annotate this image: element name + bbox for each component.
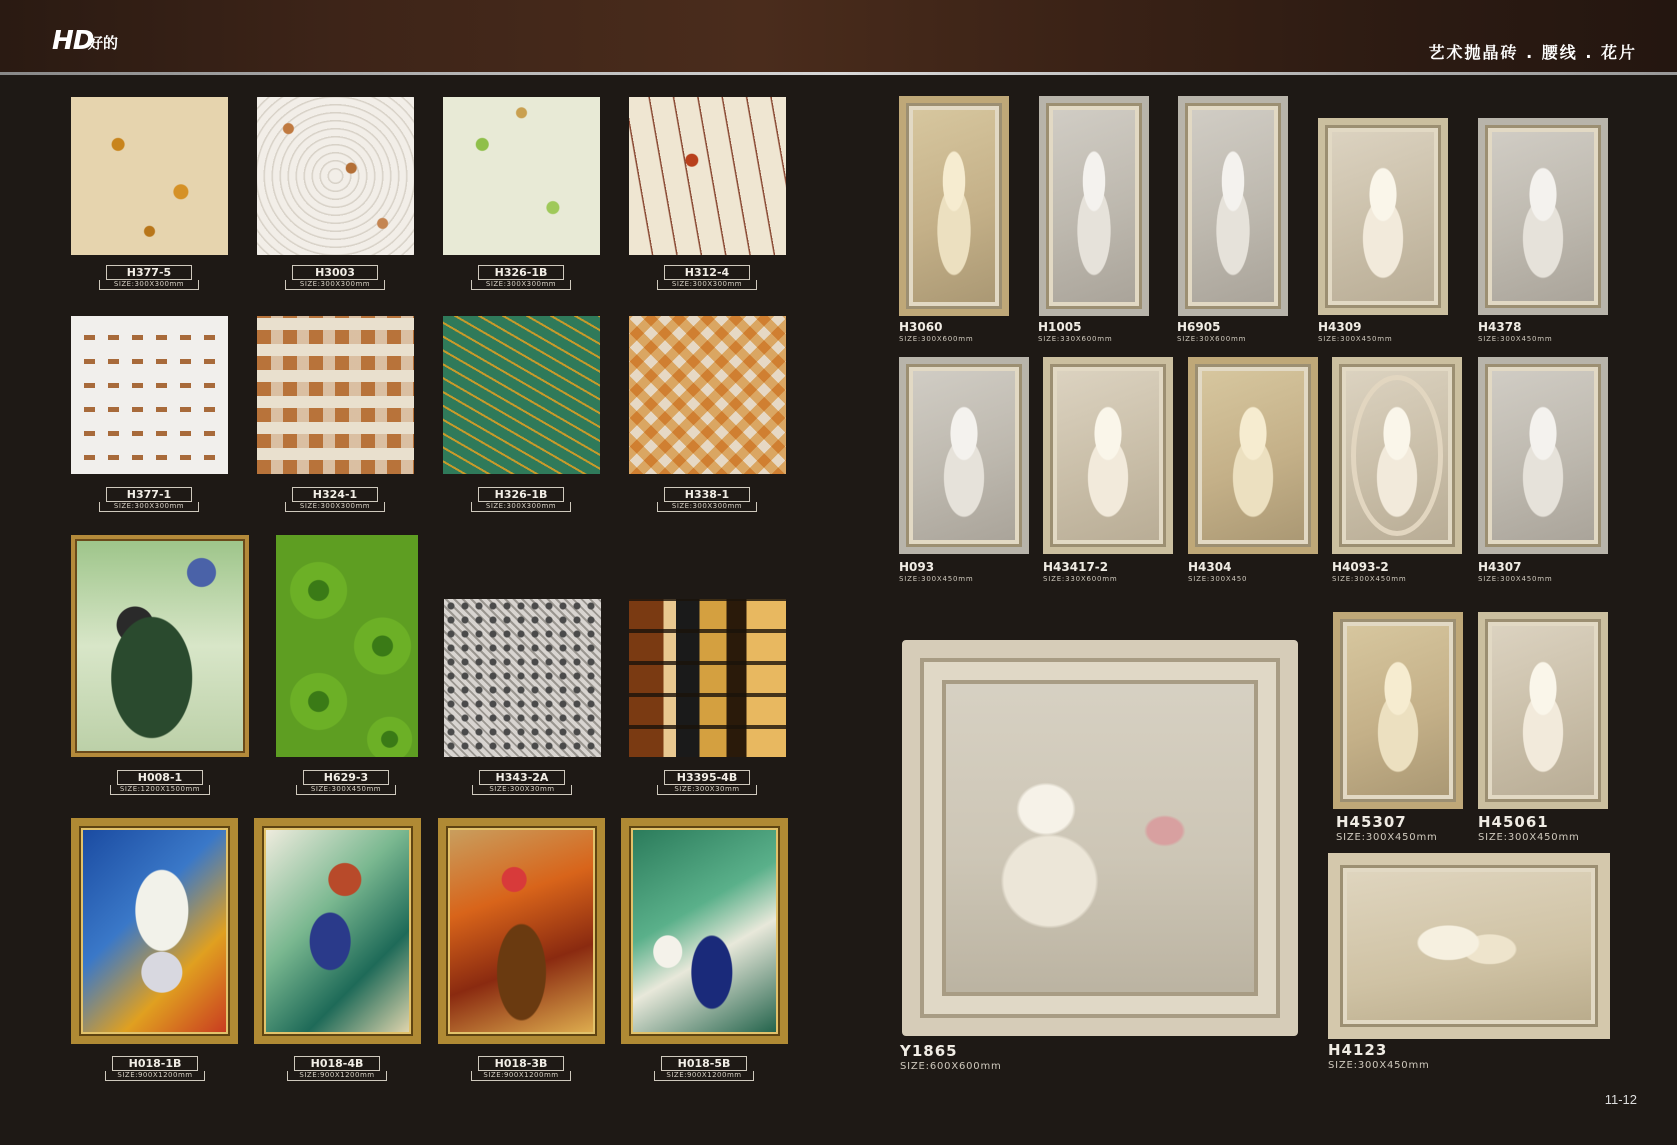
- tile-size: SIZE:300X450mm: [1318, 335, 1393, 343]
- brand-logo: HD: [52, 26, 94, 56]
- tile-code: H45061: [1478, 813, 1549, 831]
- tile-size: SIZE:1200X1500mm: [110, 785, 210, 795]
- tile-code: H629-3: [303, 770, 389, 785]
- tile-size: SIZE:300X300mm: [99, 502, 199, 512]
- tile-code: H6905: [1177, 320, 1221, 334]
- tile-size: SIZE:300X450mm: [1478, 575, 1553, 583]
- tile-size: SIZE:300X300mm: [471, 280, 571, 290]
- tile-product: [254, 818, 421, 1044]
- tile-label: [285, 487, 385, 512]
- tile-code: H008-1: [117, 770, 203, 785]
- relief-tile: [899, 357, 1029, 554]
- relief-tile: [899, 96, 1009, 316]
- tile-label: [657, 265, 757, 290]
- tile-label: [657, 770, 757, 795]
- tile-size: SIZE:900X1200mm: [654, 1071, 754, 1081]
- relief-tile: [1328, 853, 1610, 1039]
- relief-label: [899, 560, 973, 583]
- page-number: 11-12: [1604, 1092, 1637, 1107]
- relief-label: [1038, 320, 1112, 343]
- relief-label: [1188, 560, 1247, 583]
- tile-product: [443, 97, 600, 255]
- tile-size: SIZE:300X300mm: [657, 502, 757, 512]
- tile-product: [629, 97, 786, 255]
- tile-code: H018-4B: [294, 1056, 380, 1071]
- tile-image: [629, 97, 786, 255]
- relief-tile: [1188, 357, 1318, 554]
- tile-code: H4304: [1188, 560, 1232, 574]
- tile-code: H326-1B: [478, 487, 564, 502]
- tile-size: SIZE:330X600mm: [1038, 335, 1113, 343]
- relief-tile: [1039, 96, 1149, 316]
- relief-label: [1478, 560, 1552, 583]
- relief-tile: [1478, 118, 1608, 315]
- tile-product: [71, 97, 228, 255]
- tile-product: [438, 818, 605, 1044]
- tile-size: SIZE:30X600mm: [1177, 335, 1247, 343]
- relief-label: [1328, 1041, 1430, 1071]
- tile-code: H3003: [292, 265, 378, 280]
- tile-product: [629, 599, 786, 757]
- tile-size: SIZE:300X450mm: [1328, 1060, 1430, 1071]
- tile-label: [99, 487, 199, 512]
- tile-code: H326-1B: [478, 265, 564, 280]
- tile-label: [654, 1056, 754, 1081]
- tile-label: [471, 1056, 571, 1081]
- tile-code: H1005: [1038, 320, 1082, 334]
- tile-label: [99, 265, 199, 290]
- tile-code: H338-1: [664, 487, 750, 502]
- tile-size: SIZE:300X450mm: [296, 785, 396, 795]
- tile-code: H324-1: [292, 487, 378, 502]
- tile-code: H312-4: [664, 265, 750, 280]
- relief-tile: [1333, 612, 1463, 809]
- tile-code: H377-1: [106, 487, 192, 502]
- tile-code: H3060: [899, 320, 943, 334]
- tile-code: H4093-2: [1332, 560, 1389, 574]
- tile-size: SIZE:300X450: [1188, 575, 1248, 583]
- tile-product: [257, 97, 414, 255]
- tile-code: H018-5B: [661, 1056, 747, 1071]
- tile-size: SIZE:300X300mm: [285, 502, 385, 512]
- tile-code: H43417-2: [1043, 560, 1109, 574]
- tile-size: SIZE:300X450mm: [1478, 832, 1580, 843]
- relief-tile: [1318, 118, 1448, 315]
- tile-size: SIZE:300X300mm: [99, 280, 199, 290]
- tile-size: SIZE:300X30mm: [472, 785, 572, 795]
- tile-size: SIZE:600X600mm: [900, 1061, 1002, 1072]
- tile-image: [443, 97, 600, 255]
- tile-size: SIZE:300X450mm: [1478, 335, 1553, 343]
- relief-label: [1478, 813, 1580, 843]
- relief-tile: [1178, 96, 1288, 316]
- relief-label: [1478, 320, 1552, 343]
- tile-code: H343-2A: [479, 770, 565, 785]
- tile-size: SIZE:300X300mm: [285, 280, 385, 290]
- tile-size: SIZE:300X30mm: [657, 785, 757, 795]
- catalog-section-title: 艺术抛晶砖 . 腰线 . 花片: [1428, 43, 1637, 62]
- tile-size: SIZE:300X450mm: [1336, 832, 1438, 843]
- tile-label: [471, 265, 571, 290]
- header-divider: [0, 72, 1677, 75]
- tile-code: H3395-4B: [664, 770, 750, 785]
- tile-code: H4309: [1318, 320, 1362, 334]
- tile-product: [621, 818, 788, 1044]
- tile-label: [105, 1056, 205, 1081]
- tile-image: [71, 97, 228, 255]
- tile-product: [71, 316, 228, 474]
- tile-label: [472, 770, 572, 795]
- tile-size: SIZE:300X450mm: [1332, 575, 1407, 583]
- relief-tile: [1332, 357, 1462, 554]
- relief-label: [1177, 320, 1246, 343]
- tile-code: H4123: [1328, 1041, 1388, 1059]
- tile-code: H4378: [1478, 320, 1522, 334]
- tile-product: [444, 599, 601, 757]
- tile-code: H377-5: [106, 265, 192, 280]
- tile-size: SIZE:300X300mm: [657, 280, 757, 290]
- relief-label: [899, 320, 973, 343]
- tile-size: SIZE:300X600mm: [899, 335, 974, 343]
- tile-product: [71, 535, 249, 757]
- tile-size: SIZE:300X450mm: [899, 575, 974, 583]
- relief-label: [900, 1042, 1002, 1072]
- tile-code: H018-3B: [478, 1056, 564, 1071]
- tile-size: SIZE:900X1200mm: [105, 1071, 205, 1081]
- tile-size: SIZE:900X1200mm: [287, 1071, 387, 1081]
- relief-label: [1318, 320, 1392, 343]
- tile-product: [443, 316, 600, 474]
- relief-tile: [1043, 357, 1173, 554]
- relief-tile: [1478, 357, 1608, 554]
- tile-size: SIZE:900X1200mm: [471, 1071, 571, 1081]
- tile-size: SIZE:330X600mm: [1043, 575, 1118, 583]
- tile-product: [71, 818, 238, 1044]
- tile-code: H45307: [1336, 813, 1407, 831]
- relief-tile: [902, 640, 1298, 1036]
- tile-label: [287, 1056, 387, 1081]
- tile-code: H4307: [1478, 560, 1522, 574]
- tile-label: [471, 487, 571, 512]
- relief-tile: [1478, 612, 1608, 809]
- tile-code: H093: [899, 560, 935, 574]
- tile-label: [296, 770, 396, 795]
- tile-product: [257, 316, 414, 474]
- tile-product: [629, 316, 786, 474]
- tile-label: [110, 770, 210, 795]
- tile-code: Y1865: [900, 1042, 958, 1060]
- brand-logo-sub: 好的: [88, 34, 119, 52]
- tile-label: [285, 265, 385, 290]
- tile-label: [657, 487, 757, 512]
- tile-size: SIZE:300X300mm: [471, 502, 571, 512]
- tile-image: [257, 97, 414, 255]
- relief-label: [1336, 813, 1438, 843]
- relief-label: [1332, 560, 1406, 583]
- tile-product: [276, 535, 418, 757]
- relief-label: [1043, 560, 1117, 583]
- page-header: [0, 0, 1677, 74]
- tile-code: H018-1B: [112, 1056, 198, 1071]
